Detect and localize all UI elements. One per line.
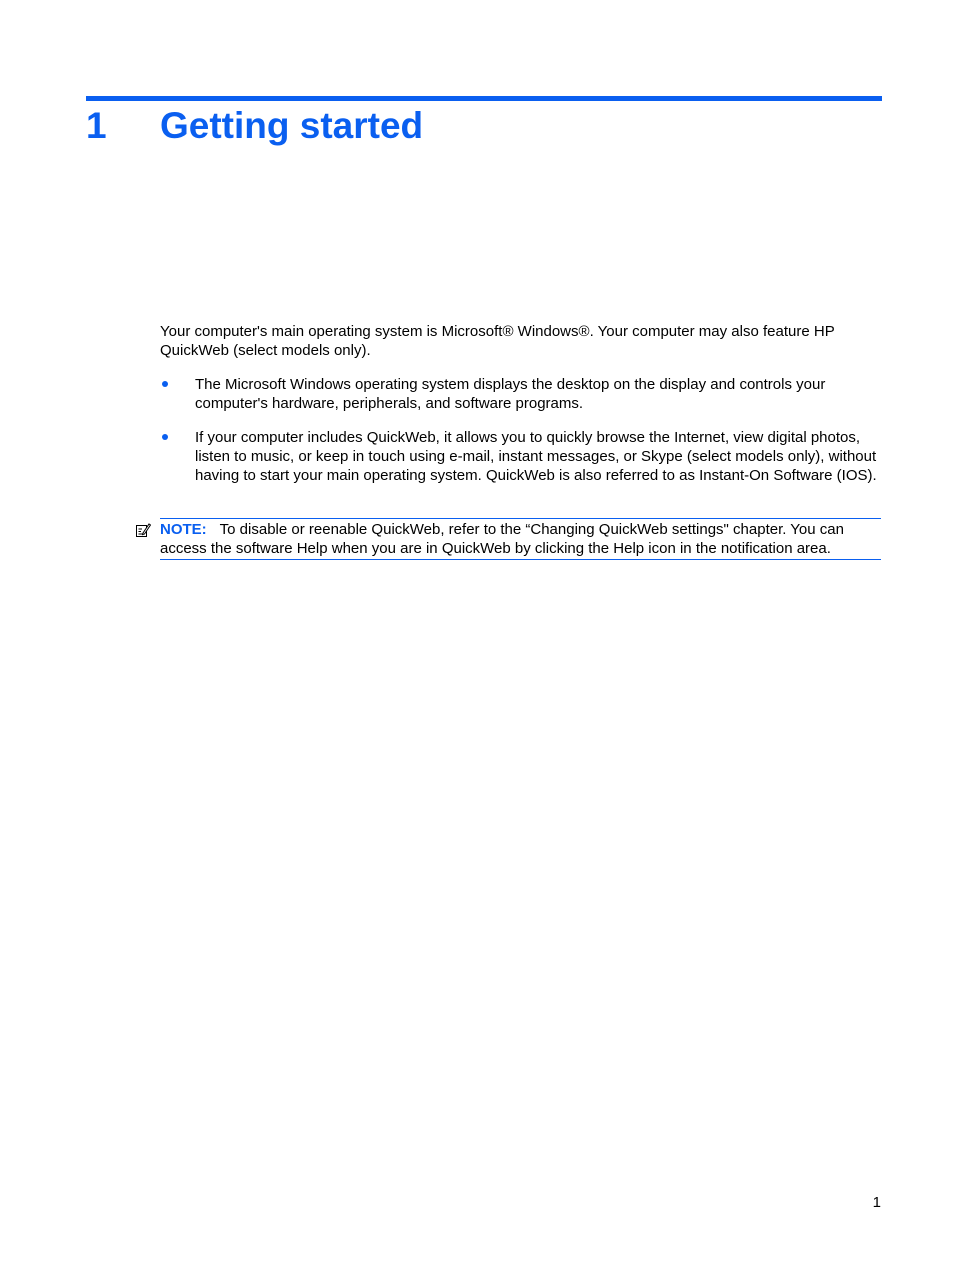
- list-item: [160, 375, 884, 413]
- note-box: [160, 518, 881, 560]
- list-item-text: The Microsoft Windows operating system displays the desktop on the display and controls your computer's hardware, peripherals, and software programs.: [195, 376, 826, 412]
- note-text: To disable or reenable QuickWeb, refer to the “Changing QuickWeb settings" chapter. You can access the software Help when you are in QuickWeb by clicking the Help icon in the notification area.: [160, 521, 844, 557]
- bullet-dot-icon: [162, 434, 168, 440]
- chapter-number: 1: [86, 105, 107, 146]
- intro-paragraph: Your computer's main operating system is Microsoft® Windows®. Your computer may also feature HP QuickWeb (select models only).: [160, 323, 835, 359]
- list-item: [160, 428, 884, 485]
- bullet-dot-icon: [162, 381, 168, 387]
- chapter-title: Getting started: [160, 105, 424, 146]
- note-label: NOTE:: [160, 521, 207, 538]
- chapter-rule: [86, 96, 882, 101]
- list-item-text: If your computer includes QuickWeb, it allows you to quickly browse the Internet, view digital photos, listen to music, or keep in touch using e-mail, instant messages, or Skype (select models only), without having to start your main operating system. QuickWeb is also referred to as Instant-On Software (IOS).: [195, 429, 877, 484]
- bullet-list: [160, 375, 884, 500]
- chapter-heading: [86, 102, 882, 152]
- page-number: 1: [872, 1194, 881, 1211]
- note-pencil-icon: [135, 522, 151, 538]
